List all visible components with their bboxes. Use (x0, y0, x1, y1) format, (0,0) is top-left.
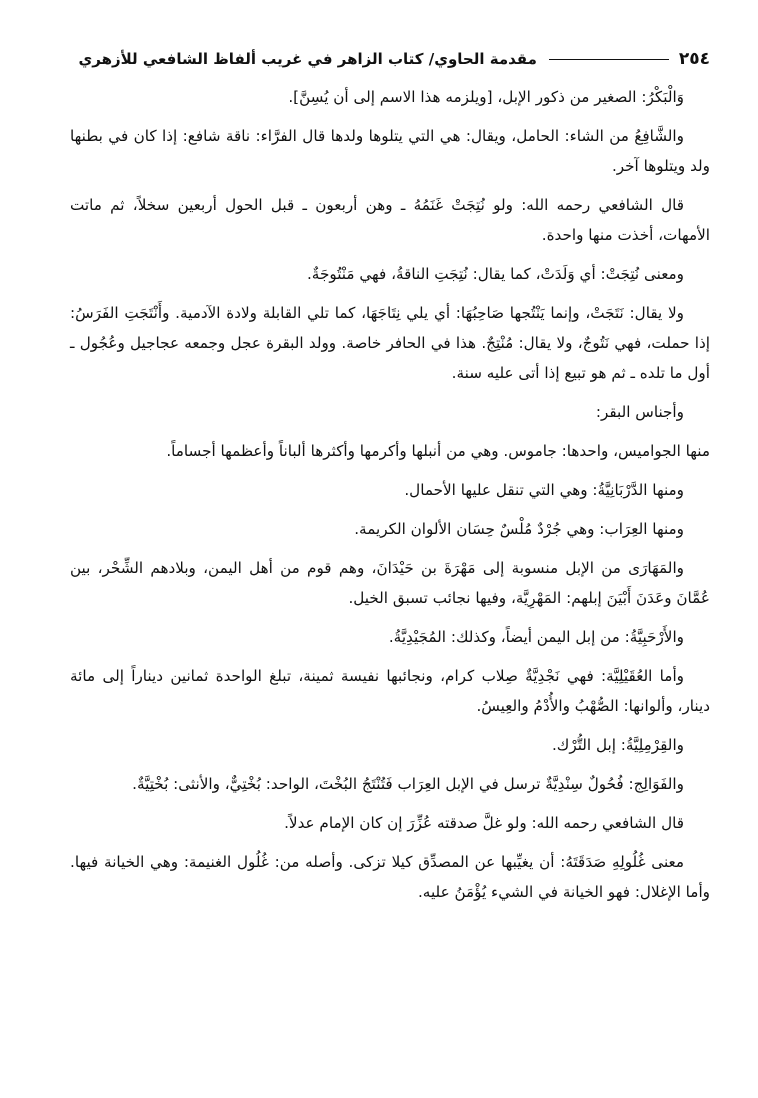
paragraph: والقِرْمِلِيَّةُ: إبل التُّرْك. (551, 736, 684, 754)
running-header (70, 44, 710, 74)
book-page (70, 44, 710, 1078)
paragraph: والمَهَارَى من الإبل منسوبة إلى مَهْرَةَ بن حَيْدَانَ، وهم قوم من أهل اليمن، وبلادهم الشِّحْر، بين عُمَّانَ وعَدَنَ أَبْيَنَ إبلهم: المَهْرِيَّة، وفيها نجائب تسبق الخيل. (70, 559, 710, 607)
page-number: ٢٥٤ (678, 49, 710, 69)
paragraph: والشَّافِعُ من الشاء: الحامل، ويقال: هي التي يتلوها ولدها قال الفرَّاء: ناقة شافع: إذا كان في بطنها ولد ويتلوها آخر. (70, 127, 710, 175)
body-text (70, 82, 710, 907)
paragraph: وأجناس البقر: (595, 403, 684, 421)
paragraph: والأَرْحَبِيَّةُ: من إبل اليمن أيضاً، وكذلك: المُجَيْدِيَّةُ. (388, 628, 684, 646)
paragraph: ومنها الدَّرْبَانِيَّةُ: وهي التي تنقل عليها الأحمال. (404, 481, 684, 499)
running-title: مقدمة الحاوي/ كتاب الزاهر في غريب ألفاظ الشافعي للأزهري (78, 50, 537, 68)
paragraph: منها الجواميس، واحدها: جاموس. وهي من أنبلها وأكرمها وأكثرها ألباناً وأعظمها أجساماً. (166, 442, 710, 460)
paragraph: ومعنى نُتِجَتْ: أي وَلَدَتْ، كما يقال: نُتِجَتِ الناقةُ، فهي مَنْتُوجَةٌ. (306, 265, 684, 283)
paragraph: قال الشافعي رحمه الله: ولو غلَّ صدقته عُزِّرَ إن كان الإمام عدلاً. (284, 814, 684, 832)
header-rule (549, 59, 669, 60)
paragraph: وأما العُقَيْلِيَّة: فهي نَجْدِيَّةٌ صِلاب كرام، ونجائبها نفيسة ثمينة، تبلغ الواحدة ثمانين ديناراً إلى مائة دينار، وألوانها: الصُّهْبُ والأُدْمُ والعِيسُ. (70, 667, 710, 715)
paragraph: قال الشافعي رحمه الله: ولو نُتِجَتْ غَنَمُهُ ـ وهن أربعون ـ قبل الحول أربعين سخلاً، ثم ماتت الأمهات، أخذت منها واحدة. (70, 196, 710, 244)
paragraph: ومنها العِرَاب: وهي جُرْدٌ مُلْسٌ حِسَان الألوان الكريمة. (354, 520, 684, 538)
paragraph: معنى غُلُولِهِ صَدَقَتَهُ: أن يغيِّبها عن المصدِّق كيلا تزكى. وأصله من: غُلُول الغنيمة: وهي الخيانة فيها. وأما الإغلال: فهو الخيانة في الشيء يُؤْمَنُ عليه. (70, 853, 710, 901)
paragraph: وَالْبَكْرُ: الصغير من ذكور الإبل، [ويلزمه هذا الاسم إلى أن يُسِنَّ]. (288, 88, 684, 106)
paragraph: ولا يقال: نَتَجَتْ، وإنما يَنْتُجها صَاحِبُهَا: أي يلي نِتَاجَهَا، كما تلي القابلة ولادة الآدمية. وأَنْتَجَتِ الفَرَسُ: إذا حملت، فهي نَتُوجٌ، ولا يقال: مُنْتِجٌ. هذا في الحافر خاصة. وولد البقرة عجل وجمعه عجاجيل وعُجُول ـ أول ما تلده ـ ثم هو تبيع إذا أتى عليه سنة. (70, 304, 710, 382)
paragraph: والفَوَالِج: فُحُولٌ سِنْدِيَّةٌ ترسل في الإبل العِرَاب فَتُنْتَجُ البُخْتَ، الواحد: بُخْتِيٌّ، والأنثى: بُخْتِيَّةٌ. (132, 775, 684, 793)
